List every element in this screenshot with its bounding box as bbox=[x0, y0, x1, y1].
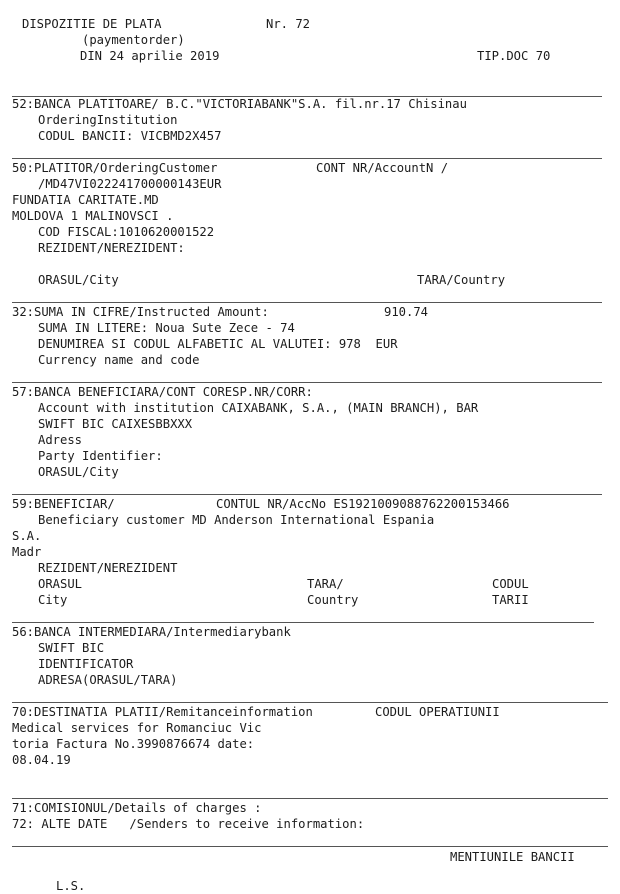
field-52-bank-code: CODUL BANCII: VICBMD2X457 bbox=[38, 129, 222, 143]
field-59-title: 59:BENEFICIAR/ bbox=[12, 497, 115, 511]
field-32-currency: DENUMIREA SI CODUL ALFABETIC AL VALUTEI: 978 EUR bbox=[38, 337, 398, 351]
field-56-title: 56:BANCA INTERMEDIARA/Intermediarybank bbox=[12, 625, 291, 639]
field-57-adress: Adress bbox=[38, 433, 83, 447]
field-72-other-data: 72: ALTE DATE /Senders to receive information: bbox=[12, 817, 365, 831]
document-title: DISPOZITIE DE PLATA bbox=[22, 17, 162, 31]
field-56-address: ADRESA(ORASUL/TARA) bbox=[38, 673, 178, 687]
field-32-amount-words: SUMA IN LITERE: Noua Sute Zece - 74 bbox=[38, 321, 295, 335]
field-32-title: 32:SUMA IN CIFRE/Instructed Amount: bbox=[12, 305, 269, 319]
field-70-title: 70:DESTINATIA PLATII/Remitanceinformation bbox=[12, 705, 313, 719]
field-50-account-label: CONT NR/AccountN / bbox=[316, 161, 449, 175]
field-70-operation-code: CODUL OPERATIUNII bbox=[375, 705, 500, 719]
field-56-swift: SWIFT BIC bbox=[38, 641, 105, 655]
field-52-title: 52:BANCA PLATITOARE/ B.C."VICTORIABANK"S.A. fil.nr.17 Chisinau bbox=[12, 97, 467, 111]
field-59-resident: REZIDENT/NEREZIDENT bbox=[38, 561, 178, 575]
field-71-charges: 71:COMISIONUL/Details of charges : bbox=[12, 801, 262, 815]
divider bbox=[12, 158, 602, 159]
field-32-amount: 910.74 bbox=[384, 305, 429, 319]
field-57-title: 57:BANCA BENEFICIARA/CONT CORESP.NR/CORR: bbox=[12, 385, 313, 399]
divider bbox=[12, 798, 608, 799]
field-50-address: MOLDOVA 1 MALINOVSCI . bbox=[12, 209, 174, 223]
field-50-fiscal-code: COD FISCAL:1010620001522 bbox=[38, 225, 215, 239]
field-70-line-3: 08.04.19 bbox=[12, 753, 71, 767]
field-50-account: /MD47VI022241700000143EUR bbox=[38, 177, 222, 191]
field-50-city: ORASUL/City bbox=[38, 273, 119, 287]
field-32-currency-en: Currency name and code bbox=[38, 353, 200, 367]
stamp-placeholder: L.S. bbox=[56, 879, 86, 893]
field-59-customer-cont1: S.A. bbox=[12, 529, 42, 543]
field-59-customer-cont2: Madr bbox=[12, 545, 42, 559]
field-59-orasul: ORASUL bbox=[38, 577, 83, 591]
bank-mentions: MENTIUNILE BANCII bbox=[450, 850, 575, 864]
field-52-ordering-institution: OrderingInstitution bbox=[38, 113, 178, 127]
field-59-customer: Beneficiary customer MD Anderson International Espania bbox=[38, 513, 435, 527]
divider bbox=[12, 494, 602, 495]
field-59-country: Country bbox=[307, 593, 359, 607]
document-number: Nr. 72 bbox=[266, 17, 311, 31]
document-type: TIP.DOC 70 bbox=[477, 49, 551, 63]
field-59-tarii: TARII bbox=[492, 593, 529, 607]
field-50-country: TARA/Country bbox=[417, 273, 506, 287]
field-50-resident: REZIDENT/NEREZIDENT: bbox=[38, 241, 185, 255]
divider bbox=[12, 302, 602, 303]
field-57-city: ORASUL/City bbox=[38, 465, 119, 479]
field-57-party-identifier: Party Identifier: bbox=[38, 449, 163, 463]
field-57-swift: SWIFT BIC CAIXESBBXXX bbox=[38, 417, 193, 431]
field-50-name: FUNDATIA CARITATE.MD bbox=[12, 193, 159, 207]
document-date: DIN 24 aprilie 2019 bbox=[80, 49, 220, 63]
divider bbox=[12, 622, 594, 623]
divider bbox=[12, 382, 602, 383]
document-subtitle: (paymentorder) bbox=[82, 33, 185, 47]
field-59-tara: TARA/ bbox=[307, 577, 344, 591]
field-57-institution: Account with institution CAIXABANK, S.A., (MAIN BRANCH), BAR bbox=[38, 401, 479, 415]
field-59-account: CONTUL NR/AccNo ES1921009088762200153466 bbox=[216, 497, 510, 511]
field-50-title: 50:PLATITOR/OrderingCustomer bbox=[12, 161, 218, 175]
divider bbox=[12, 702, 608, 703]
field-70-line-2: toria Factura No.3990876674 date: bbox=[12, 737, 255, 751]
field-59-city: City bbox=[38, 593, 68, 607]
field-59-codul: CODUL bbox=[492, 577, 529, 591]
divider bbox=[12, 846, 608, 847]
field-70-line-1: Medical services for Romanciuc Vic bbox=[12, 721, 262, 735]
field-56-identificator: IDENTIFICATOR bbox=[38, 657, 134, 671]
